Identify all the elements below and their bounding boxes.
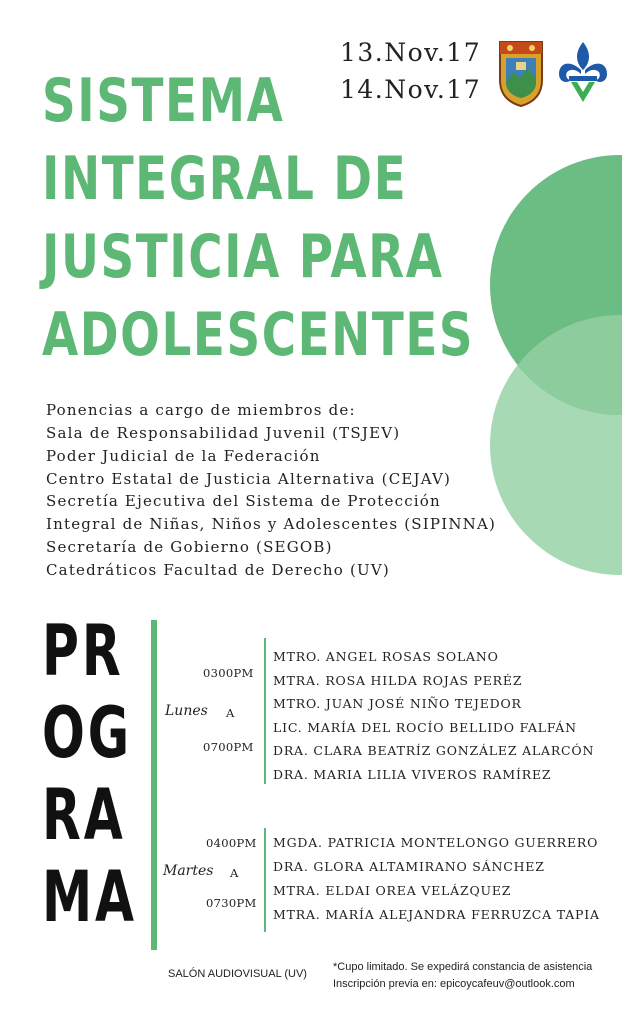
title-line-1: SISTEMA — [42, 66, 285, 136]
venue-label: SALÓN AUDIOVISUAL (UV) — [168, 968, 307, 980]
footer-note-limited: *Cupo limitado. Se expedirá constancia de asistencia — [333, 961, 593, 973]
tuesday-divider — [264, 828, 266, 932]
tuesday-speaker: MTRA. ELDAI OREA VELÁZQUEZ — [273, 883, 512, 898]
decorative-circle-overlap — [490, 155, 622, 415]
title-line-4: ADOLESCENTES — [42, 300, 475, 370]
monday-speaker: DRA. CLARA BEATRÍZ GONZÁLEZ ALARCÓN — [273, 743, 595, 758]
tuesday-time-separator: A — [230, 866, 239, 880]
monday-speaker: MTRO. ANGEL ROSAS SOLANO — [273, 649, 499, 664]
tuesday-speaker: MGDA. PATRICIA MONTELONGO GUERRERO — [273, 835, 599, 850]
tuesday-start-time: 0400PM — [206, 836, 257, 850]
title-line-3: JUSTICIA PARA — [42, 222, 444, 292]
monday-time-separator: A — [226, 706, 235, 720]
footer-note-registration: Inscripción previa en: epicoycafeuv@outlook.com — [333, 978, 575, 990]
title-line-2: INTEGRAL DE — [42, 144, 408, 214]
tuesday-speaker: DRA. GLORA ALTAMIRANO SÁNCHEZ — [273, 859, 545, 874]
programa-row-3: RA — [42, 774, 126, 856]
monday-start-time: 0300PM — [203, 666, 254, 680]
monday-divider — [264, 638, 266, 784]
programa-row-2: OG — [42, 692, 132, 774]
institution-item: Secretía Ejecutiva del Sistema de Protección — [46, 492, 441, 510]
date-second: 14.Nov.17 — [340, 75, 482, 104]
monday-speaker: DRA. MARIA LILIA VIVEROS RAMÍREZ — [273, 767, 552, 782]
institution-item: Integral de Niñas, Niños y Adolescentes (SIPINNA) — [46, 515, 497, 533]
monday-day-label: Lunes — [165, 703, 208, 719]
institution-item: Sala de Responsabilidad Juvenil (TSJEV) — [46, 424, 401, 442]
programa-divider — [151, 620, 157, 950]
monday-speaker: MTRO. JUAN JOSÉ NIÑO TEJEDOR — [273, 696, 522, 711]
tuesday-speaker: MTRA. MARÍA ALEJANDRA FERRUZCA TAPIA — [273, 907, 600, 922]
institution-item: Poder Judicial de la Federación — [46, 447, 321, 465]
uv-fleur-logo-icon — [557, 40, 609, 104]
law-faculty-shield-icon — [498, 40, 544, 108]
institutions-heading: Ponencias a cargo de miembros de: — [46, 401, 356, 419]
programa-row-4: MA — [42, 856, 137, 938]
tuesday-day-label: Martes — [163, 863, 214, 879]
institution-item: Secretaría de Gobierno (SEGOB) — [46, 538, 333, 556]
tuesday-end-time: 0730PM — [206, 896, 257, 910]
date-first: 13.Nov.17 — [340, 38, 482, 67]
institution-item: Centro Estatal de Justicia Alternativa (CEJAV) — [46, 470, 452, 488]
monday-end-time: 0700PM — [203, 740, 254, 754]
monday-speaker: MTRA. ROSA HILDA ROJAS PERÉZ — [273, 673, 523, 688]
institution-item: Catedráticos Facultad de Derecho (UV) — [46, 561, 390, 579]
programa-row-1: PR — [42, 610, 124, 692]
monday-speaker: LIC. MARÍA DEL ROCÍO BELLIDO FALFÁN — [273, 720, 577, 735]
